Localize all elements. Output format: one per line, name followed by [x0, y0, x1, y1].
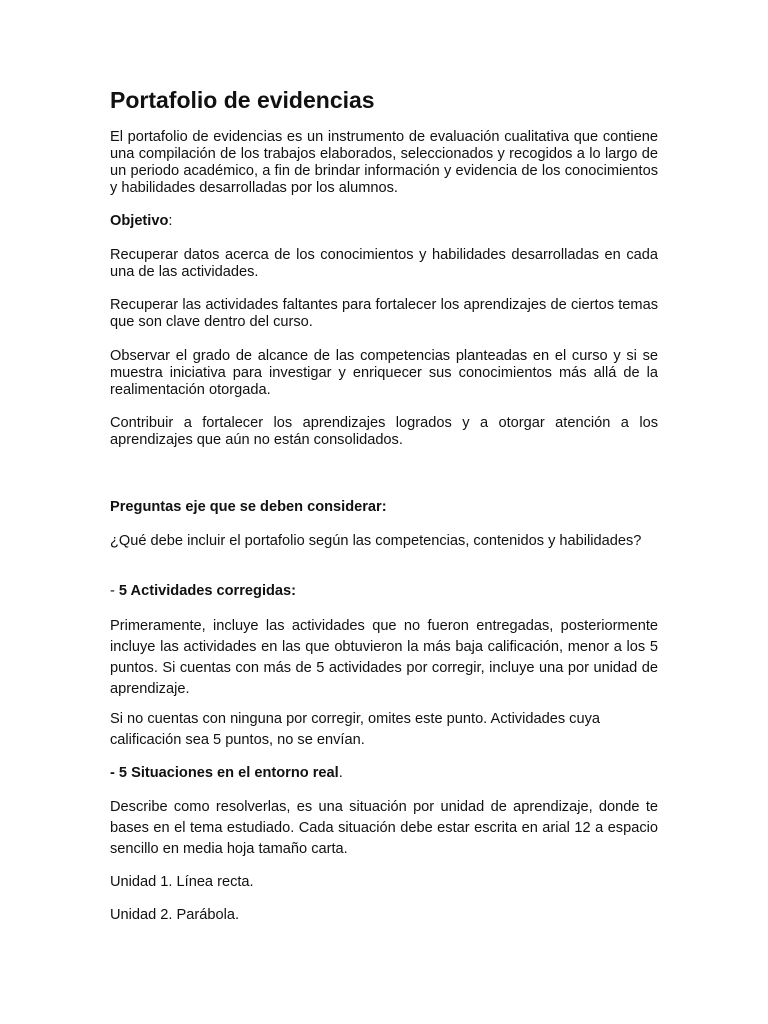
unit-item-2: Unidad 2. Parábola.: [110, 907, 239, 923]
questions-heading-line: [110, 499, 658, 516]
objective-item-2: Recuperar las actividades faltantes para fortalecer los aprendizajes de ciertos temas que son clave dentro del curso.: [110, 297, 658, 330]
objective-heading: Objetivo: [110, 213, 169, 229]
section1-dash: -: [110, 583, 119, 599]
question-paragraph: ¿Qué debe incluir el portafolio según las competencias, contenidos y habilidades?: [110, 533, 642, 549]
questions-heading: Preguntas eje que se deben considerar:: [110, 499, 387, 515]
document-title: Portafolio de evidencias: [110, 87, 375, 113]
section1-paragraph-2: Si no cuentas con ninguna por corregir, omites este punto. Actividades cuya calificación sea 5 puntos, no se envían.: [110, 711, 600, 748]
section2-heading: - 5 Situaciones en el entorno real: [110, 765, 339, 781]
section2-heading-line: [110, 765, 658, 782]
objective-heading-line: [110, 213, 658, 230]
section2-paragraph: Describe como resolverlas, es una situación por unidad de aprendizaje, donde te bases en el tema estudiado. Cada situación debe estar escrita en arial 12 a espacio sencillo en media hoja tamaño carta.: [110, 799, 658, 857]
unit-item-1: Unidad 1. Línea recta.: [110, 874, 254, 890]
objective-colon: :: [168, 213, 173, 229]
objective-item-1: Recuperar datos acerca de los conocimientos y habilidades desarrolladas en cada una de las actividades.: [110, 247, 658, 280]
section1-heading-line: [110, 583, 658, 600]
section1-heading: 5 Actividades corregidas:: [118, 583, 297, 599]
objective-item-3: Observar el grado de alcance de las competencias planteadas en el curso y si se muestra iniciativa para investigar y enriquecer sus conocimientos más allá de la realimentación otorgada.: [110, 348, 658, 398]
intro-paragraph: El portafolio de evidencias es un instrumento de evaluación cualitativa que contiene una compilación de los trabajos elaborados, seleccionados y recogidos a lo largo de un periodo académico, a fin de brindar información y evidencia de los conocimientos y habilidades desarrolladas por los alumnos.: [110, 129, 658, 196]
section2-period: .: [338, 765, 343, 781]
section1-paragraph-1: Primeramente, incluye las actividades que no fueron entregadas, posteriormente incluye las actividades en las que obtuvieron la más baja calificación, menor a los 5 puntos. Si cuentas con más de 5 actividades por corregir, incluye una por unidad de aprendizaje.: [110, 618, 658, 697]
objective-item-4: Contribuir a fortalecer los aprendizajes logrados y a otorgar atención a los aprendizajes que aún no están consolidados.: [110, 415, 658, 448]
